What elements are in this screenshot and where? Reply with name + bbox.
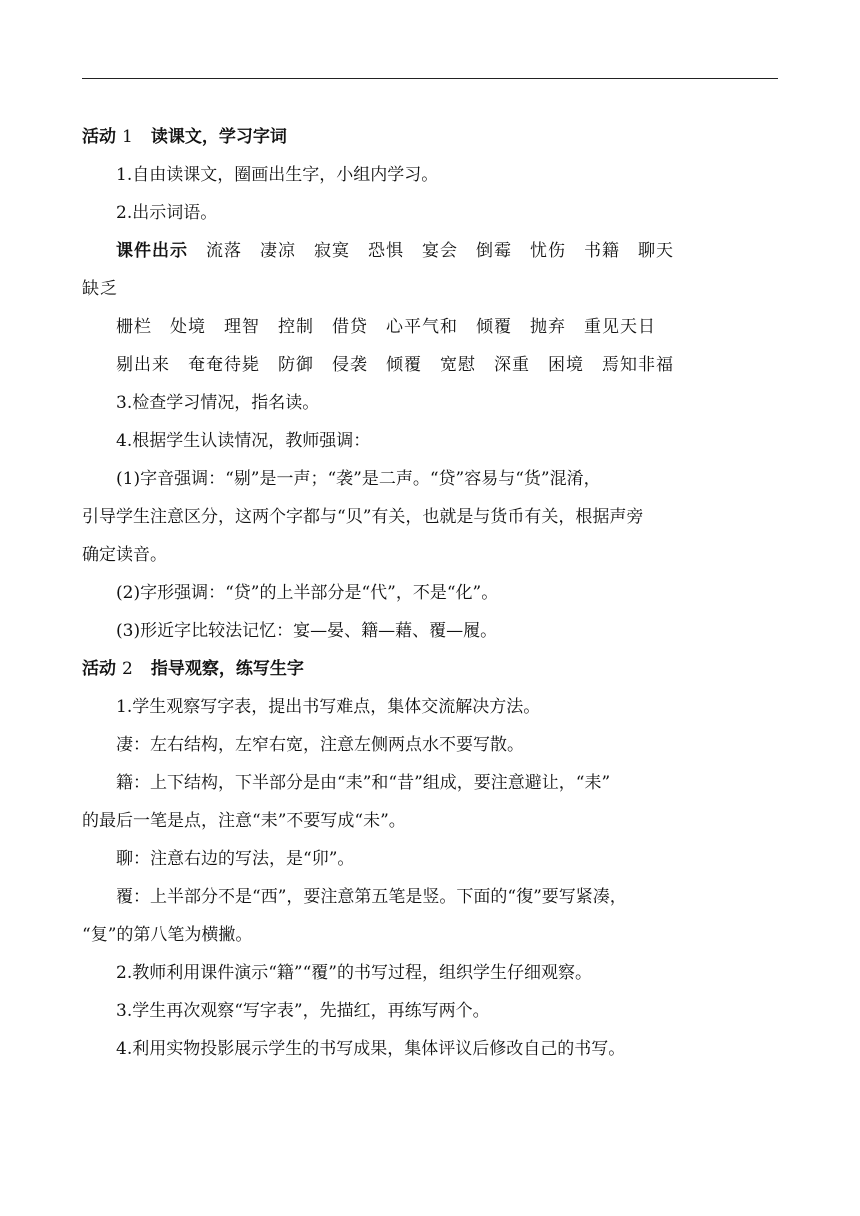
word: 抛弃 — [530, 317, 566, 337]
paragraph: 2.出示词语。 — [116, 203, 218, 223]
paragraph: “复”的第八笔为横撇。 — [82, 925, 253, 945]
activity-label: 活动 — [82, 659, 116, 679]
activity-title: 读课文，学习字词 — [150, 127, 287, 147]
word-list-row-1-wrap — [82, 270, 778, 308]
activity-label: 活动 — [82, 127, 116, 147]
word: 心平气和 — [386, 317, 458, 337]
paragraph: 引导学生注意区分，这两个字都与“贝”有关，也就是与货币有关，根据声旁 — [82, 507, 644, 527]
word: 忧伤 — [530, 241, 566, 261]
paragraph: 4.根据学生认读情况，教师强调： — [116, 431, 371, 451]
word-list-row-2 — [82, 308, 778, 346]
word: 侵袭 — [332, 355, 368, 375]
word: 倾覆 — [476, 317, 512, 337]
paragraph: (2)字形强调：“贷”的上半部分是“代”，不是“化”。 — [116, 583, 499, 603]
word: 重见天日 — [584, 317, 656, 337]
word: 深重 — [494, 355, 530, 375]
activity-number: 2 — [122, 659, 133, 679]
activity-number: 1 — [122, 127, 133, 147]
word: 缺乏 — [82, 279, 118, 299]
activity2-heading — [82, 650, 778, 688]
word: 聊天 — [638, 241, 674, 261]
word: 倒霉 — [476, 241, 512, 261]
paragraph: 2.教师利用课件演示“籍”“覆”的书写过程，组织学生仔细观察。 — [116, 963, 592, 983]
paragraph: 籍：上下结构，下半部分是由“耒”和“昔”组成，要注意避让，“耒” — [116, 773, 611, 793]
paragraph: 4.利用实物投影展示学生的书写成果，集体评议后修改自己的书写。 — [116, 1039, 626, 1059]
word: 理智 — [224, 317, 260, 337]
word-list-row-1 — [82, 232, 778, 270]
word: 借贷 — [332, 317, 368, 337]
word: 处境 — [170, 317, 206, 337]
header-rule — [82, 78, 778, 79]
paragraph: 1.自由读课文，圈画出生字，小组内学习。 — [116, 165, 439, 185]
word: 恐惧 — [368, 241, 404, 261]
paragraph: 聊：注意右边的写法，是“卯”。 — [116, 849, 355, 869]
word: 寂寞 — [314, 241, 350, 261]
paragraph: (1)字音强调：“剔”是一声；“袭”是二声。“贷”容易与“货”混淆， — [116, 469, 601, 489]
word-list-row-3 — [82, 346, 778, 384]
paragraph: 1.学生观察写字表，提出书写难点，集体交流解决方法。 — [116, 697, 541, 717]
word: 焉知非福 — [602, 355, 674, 375]
document-body — [82, 118, 778, 1068]
paragraph: 凄：左右结构，左窄右宽，注意左侧两点水不要写散。 — [116, 735, 524, 755]
word: 防御 — [278, 355, 314, 375]
word: 宽慰 — [440, 355, 476, 375]
word: 倾覆 — [386, 355, 422, 375]
paragraph: 3.学生再次观察“写字表”，先描红，再练写两个。 — [116, 1001, 490, 1021]
courseware-label: 课件出示 — [116, 241, 188, 261]
word: 控制 — [278, 317, 314, 337]
paragraph: 的最后一笔是点，注意“耒”不要写成“未”。 — [82, 811, 406, 831]
paragraph: (3)形近字比较法记忆：宴—晏、籍—藉、覆—履。 — [116, 621, 498, 641]
activity1-heading — [82, 118, 778, 156]
word: 栅栏 — [116, 317, 152, 337]
word: 困境 — [548, 355, 584, 375]
activity-title: 指导观察，练写生字 — [150, 659, 304, 679]
paragraph: 确定读音。 — [82, 545, 167, 565]
word: 凄凉 — [260, 241, 296, 261]
paragraph: 3.检查学习情况，指名读。 — [116, 393, 320, 413]
word: 宴会 — [422, 241, 458, 261]
word: 书籍 — [584, 241, 620, 261]
paragraph: 覆：上半部分不是“西”，要注意第五笔是竖。下面的“復”要写紧凑， — [116, 887, 627, 907]
word: 剔出来 — [116, 355, 170, 375]
word: 流落 — [206, 241, 242, 261]
word: 奄奄待毙 — [188, 355, 260, 375]
